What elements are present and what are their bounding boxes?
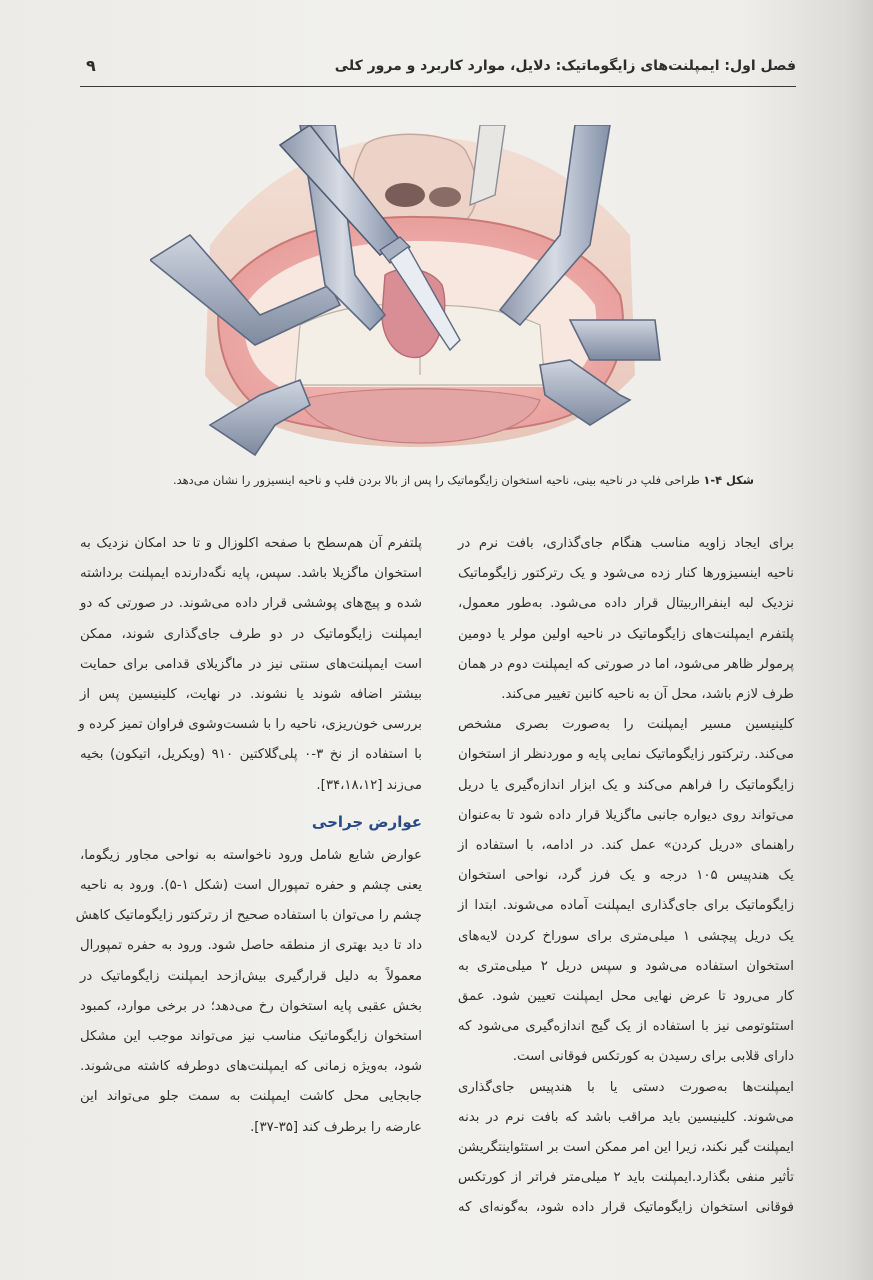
text-line: پرمولر ظاهر می‌شود، اما در صورتی که ایمپلنت دوم در همان [457,656,794,672]
text-line: داد تا دید بهتری از منطقه حاصل شود. ورود به حفره تمپورال [80,938,422,954]
text-line: با استفاده از نخ ۳-۰ پلی‌گلاکتین ۹۱۰ (ویکریل، اتیکون) بخیه [80,747,423,763]
figure-caption [128,473,754,487]
text-line: ایمپلنت زایگوماتیک در دو طرف جای‌گذاری شوند، ممکن [80,626,422,642]
text-line: شود، به‌ویژه زمانی که ایمپلنت‌های دوطرفه کاشته می‌شوند. [80,1059,422,1075]
figure-caption-label: شکل ۴-۱ [703,473,754,487]
text-column-right [458,529,794,1224]
paragraph [458,710,794,1072]
figure-caption-text: طراحی فلپ در ناحیه بینی، ناحیه استخوان زایگوماتیک را پس از بالا بردن فلپ و ناحیه اینسیزور را نشان می‌دهد. [173,473,700,487]
text-line: چشم را می‌توان با استفاده صحیح از رترکتور زایگوماتیک کاهش [75,908,422,924]
text-line: بیشتر اضافه شوند یا نشوند. در نهایت، کلینیسین پس از [80,687,422,703]
text-line: کلینیسین مسیر ایمپلنت را به‌صورت بصری مشخص [458,717,794,733]
text-line: ناحیه اینسیزورها کنار زده می‌شود و یک رترکتور زایگوماتیک [458,566,794,582]
text-line: عوارض شایع شامل ورود ناخواسته به نواحی مجاور زیگوما، [80,847,422,863]
chapter-title [335,58,796,74]
text-line: برای ایجاد زاویه مناسب هنگام جای‌گذاری، بافت نرم در [458,536,794,551]
text-line: ایمپلنت گیر نکند، زیرا این امر ممکن است بر استئواینتگریشن [457,1140,794,1156]
page-number: ۹ [86,56,96,75]
text-line: استخوان استفاده می‌شود و سپس دریل ۲ میلی‌متری به [458,958,794,974]
text-line: شده و پیچ‌های پوششی قرار داده می‌شوند. در صورتی که دو [80,596,422,612]
paragraph [458,529,794,710]
text-line: پلتفرم ایمپلنت‌های زایگوماتیک در ناحیه اولین مولر یا دومین [458,626,794,642]
paragraph [75,841,422,1143]
text-line: یعنی چشم و حفره تمپورال است (شکل ۱-۵). ورود به ناحیه [80,878,422,894]
text-line: نزدیک لبه اینفرااربیتال قرار داده می‌شود. به‌طور معمول، [458,596,794,612]
text-line: زایگوماتیک را فراهم می‌کند و یک ابزار اندازه‌گیری یا دریل [458,777,794,793]
text-line: می‌شوند. کلینیسین باید مراقب باشد که بافت نرم در بدنه [458,1109,794,1125]
surgical-illustration [150,125,670,465]
text-line: دارای قلابی برای رسیدن به کورتکس فوقانی است. [512,1049,794,1065]
text-line: بررسی خون‌ریزی، ناحیه را با شست‌وشوی فراوان تمیز کرده و [78,717,422,733]
paragraph [458,1073,794,1224]
paragraph [80,529,422,801]
text-line: طرف لازم باشد، محل آن به ناحیه کانین تغییر می‌کند. [501,687,794,703]
text-line: تأثیر منفی بگذارد.ایمپلنت باید ۲ میلی‌متر فراتر از کورتکس [458,1170,794,1186]
text-line: یک هندپیس ۱۰۵ درجه و یک فرز گرد، نواحی استخوان [458,868,794,884]
chapter-title-main: فصل اول: ایمپلنت‌های زایگوماتیک: [555,58,796,74]
text-line: یک دریل پیچشی ۱ میلی‌متری برای سوراخ کردن لایه‌های [458,928,795,944]
text-line: کار می‌رود تا عرض نهایی محل ایمپلنت تعیین شود. عمق [458,989,794,1005]
text-line: می‌زند [۳۴،۱۸،۱۲]. [316,777,422,793]
text-line: استئوتومی نیز با استفاده از یک گیج اندازه‌گیری می‌شود که [458,1019,794,1035]
text-column-left [75,529,423,1143]
text-line: عارضه را برطرف کند [۳۵-۳۷]. [250,1119,422,1135]
text-line: فوقانی استخوان زایگوماتیک قرار داده شود، به‌گونه‌ای که [458,1200,794,1216]
text-line: می‌تواند روی دیواره جانبی ماگزیلا قرار داده شود تا به‌عنوان [458,807,794,823]
text-line: استخوان زایگوماتیک مناسب نیز می‌تواند موجب این مشکل [80,1029,422,1045]
text-line: ایمپلنت‌ها به‌صورت دستی یا با هندپیس جای‌گذاری [458,1079,794,1095]
section-heading-text: عوارض جراحی [311,812,422,831]
section-heading [80,807,422,837]
running-header [80,52,796,87]
chapter-title-sub: دلایل، موارد کاربرد و مرور کلی [334,58,551,74]
text-line: است ایمپلنت‌های سنتی نیز در ماگزیلای قدامی برای حمایت [80,656,422,672]
text-line: می‌کند. رترکتور زایگوماتیک نمایی پایه و موردنظر از استخوان [458,747,794,763]
text-line: پلتفرم آن هم‌سطح با صفحه اکلوزال و تا حد امکان نزدیک به [80,536,422,551]
text-line: معمولاً به دلیل قرارگیری بیش‌ازحد ایمپلنت زایگوماتیک در [80,968,422,984]
text-line: استخوان ماگزیلا باشد. سپس، پایه نگه‌دارنده ایمپلنت برداشته [80,566,422,582]
text-line: زایگوماتیک برای جای‌گذاری ایمپلنت آماده می‌شوند. ابتدا از [458,898,794,914]
text-line: راهنمای «دریل کردن» عمل کند. در ادامه، با استفاده از [458,838,794,854]
text-line: بخش عقبی پایه استخوان رخ می‌دهد؛ در برخی موارد، کمبود [80,998,422,1014]
text-line: جابجایی محل کاشت ایمپلنت به سمت جلو می‌تواند این [80,1089,422,1105]
